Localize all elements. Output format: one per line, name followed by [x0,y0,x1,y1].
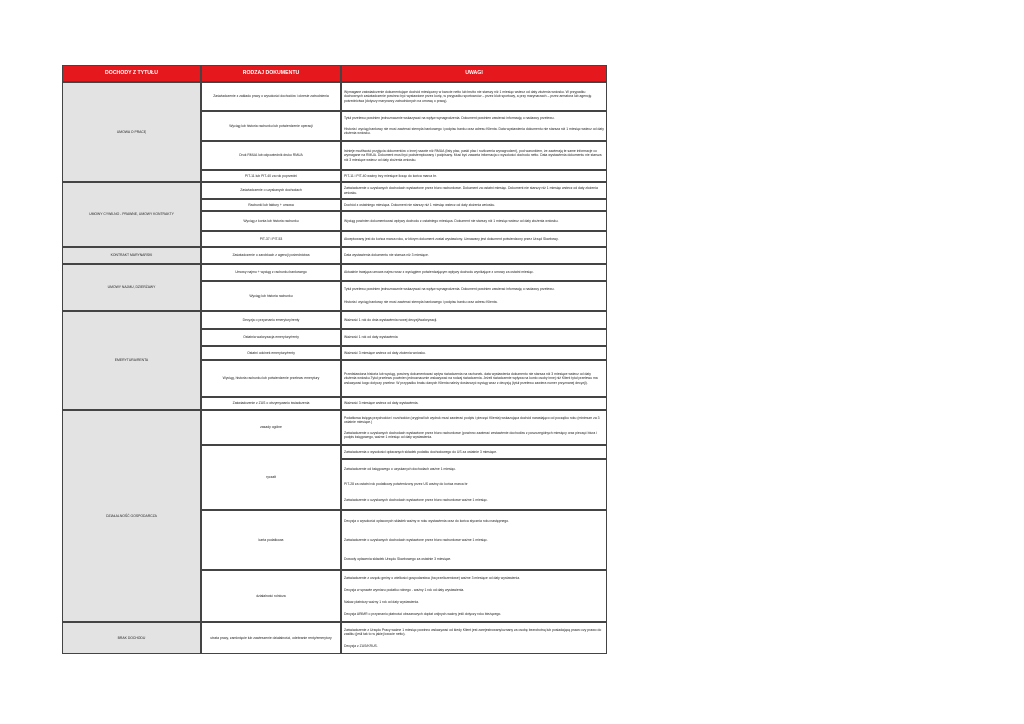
note-cell [341,199,607,211]
document-cell: Wyciąg lub historia rachunku lub potwierdzenie operacji [201,111,341,141]
document-cell: Zaświadczenie o uzyskanych dochodach [201,182,341,199]
note-cell [341,410,607,445]
note-cell [341,211,607,231]
document-cell: PIT-37 i PIT-53 [201,231,341,247]
note-text: Ważność 1 rok od daty wystawienia [344,335,398,340]
document-cell: Zaświadczenie o zarobkach z agencji pośrednictwa [201,247,341,264]
note-cell [341,445,607,459]
note-text: Ważność 1 rok do dnia wystawienia nowej decyzji/waloryzacji. [344,317,438,322]
document-cell: zasady ogólne [201,410,341,445]
note-text: Decyzja w sprawie wymiaru podatku rolnego - ważny 1 rok od daty wystawienia. [344,587,465,592]
document-cell: Decyzja o przyznaniu emerytury/renty [201,311,341,329]
note-cell [341,311,607,329]
category-cell: UMOWY NAJMU, DZIERŻAWY [62,264,201,311]
document-cell: ryczałt [201,445,341,510]
note-cell [341,570,607,622]
note-text: Dochód z ostatniego miesiąca. Dokument nie starszy niż 1 miesiąc wstecz od daty złożenia wniosku. [344,202,496,207]
note-text: Decyzja ARiMR o przyznaniu płatności obszarowych dopłat unijnych-ważny jeśli dotyczy roku bieżącego. [344,611,502,616]
note-text: Zaświadczenie o uzyskanych dochodach wystawione przez biuro rachunkowe (powinno zawierać zestawienie dochodów z poszczególnych miesięcy oraz pieczęć biura i podpis księgowego, ważne 1 miesiąc od daty wystawienia. [344,431,597,440]
document-cell: Wyciąg lub historia rachunku [201,281,341,311]
note-cell [341,182,607,199]
note-cell [341,281,607,311]
document-cell: Umowy najmu + wyciąg z rachunku bankowego [201,264,341,281]
note-text: Dowody opłacenia składek Urzędu Skarbowego za ostatnie 3 miesiące. [344,556,452,561]
note-text: Zaświadczenie z urzędu gminy o wielkości gospodarstwa (ha przeliczeniowe) ważne 3 miesiące od daty wystawienia. [344,575,521,580]
document-cell: Ostatnia waloryzacja emerytury/renty [201,329,341,346]
document-cell: Druk RMUA lub odpowiednik druku RMUA [201,141,341,170]
note-cell [341,111,607,141]
document-cell: PIT-11 lub PIT-40 za rok poprzedni [201,170,341,182]
note-cell [341,170,607,182]
category-cell: EMERYTURA/RENTA [62,311,201,410]
note-text: Aktualnie trwająca umowa najmu wraz z wyciągiem potwierdzającym wpływy dochodu wynikające z umowy za ostatni miesiąc. [344,270,534,275]
note-text: Zaświadczenie z Urzędu Pracy ważne 1 miesiąc powinno wskazywać od kiedy Klient jest zarejestrowany/uznany za osobę bezrobotną lub posiadającą prawo czy prawo do zasiłku (jeśli tak to w jakiej kwocie netto). [344,627,602,637]
document-cell: utrata pracy, zamknięcie lub zawieszenie działalności, odebranie renty/emerytury [201,622,341,654]
note-text: Zaświadczenie o uzyskanych dochodach wystawione przez biuro rachunkowe ważne 1 miesiąc. [344,498,488,503]
note-cell [341,510,607,570]
category-cell: KONTRAKT MARYNARSKI [62,247,201,264]
note-cell [341,346,607,360]
document-cell: Zaświadczenie z ZUS o otrzymywaniu świadczenia [201,397,341,410]
note-text: Wymagane zaświadczenie dokumentujące dochód miesięczny w kwocie netto lub brutto nie starszy niż 1 miesiąc wstecz od daty złożenia wniosku. W przypadku duchownych zaświadczenie powinno być wystawione przez kurię, w przypadku sportowców – przez klub sportowy, a przy marynarzach – przez armatora lub agencję pośrednictwa (dotyczy marynarzy zatrudnionych na umowę o pracę). [344,90,592,103]
note-text: Przedstawiona historia lub wyciąg, powinny dokumentować wpływ świadczenia na rachunek- data wystawienia dokumentu nie starsza niż 3 miesiące wstecz od daty złożenia wniosku.Tytuł przelewu powinien jednoznacznie wskazywać na rodzaj świadczenia. Jeżeli świadczenie wpływa na konto osoby innej niż Klient tytuł przelewu ma wskazywać kogo dotyczy przelew. W przypadku braku danych Klienta należy dostarczyć wyciąg wraz z decyzją (tytuł przelewu zawiera numer przyznanej decyzji). [344,372,598,385]
note-cell [341,247,607,264]
category-cell: BRAK DOCHODU [62,622,201,654]
document-cell: działalność rolnicza [201,570,341,622]
note-text: Zaświadczenia o wysokości opłacanych składek podatku dochodowego do US za ostatnie 3 miesiące. [344,449,498,454]
category-cell: UMOWY CYWILNO - PRAWNE, UMOWY KONTRAKTY [62,182,201,247]
note-text: Nakaz płatniczy ważny 1 rok od daty wystawienia. [344,599,420,604]
note-cell [341,459,607,510]
note-cell [341,622,607,654]
note-cell [341,141,607,170]
note-text: Podatkowa księga przychodów i rozchodów (oryginał lub wydruk musi zawierać podpis i pieczęć Klienta) wskazująca dochód narastająco od początku roku (minimum za 3 ostatnie miesiące.) [344,415,600,424]
note-text: PIT-11 i PIT-40 ważny trzy miesiące licząc do końca marca br. [344,173,437,178]
note-text: Decyzja o wysokości opłaconych składek ważny w roku wystawienia oraz do końca stycznia roku następnego. [344,519,510,524]
note-text: Decyzja z ZUS/KRUS. [344,643,378,648]
column-header-notes: UWAGI [341,65,607,82]
note-text: Zaświadczenie od księgowego o uzyskanych dochodach ważne 1 miesiąc. [344,466,456,471]
column-header-document: RODZAJ DOKUMENTU [201,65,341,82]
note-text: Tytuł przelewu powinien jednoznacznie wskazywać na wpływ wynagrodzenia. Dokument powinien zawierać informację o nadawcy przelewu. [344,287,555,292]
note-text: Historia i wyciąg bankowy nie musi zawierać stempla bankowego i podpisu banku oraz adresu Klienta. Data wystawienia dokumentu nie starsza niż 1 miesiąc wstecz od daty złożenia wniosku. [344,127,604,136]
document-cell: Wyciąg z konta lub historia rachunku [201,211,341,231]
category-cell: UMOWA O PRACĘ [62,82,201,182]
note-text: PIT-28 za ostatni rok podatkowy potwierdzony przez US ważny do końca marca br [344,482,468,487]
document-cell: Wyciąg, historia rachunku lub potwierdzenie przelewu emerytury [201,360,341,397]
column-header-income: DOCHODY Z TYTUŁU [62,65,201,82]
note-text: Wyciąg powinien dokumentować wpływy dochodu z ostatniego miesiąca. Dokument nie starszy niż 1 miesiąc wstecz od daty złożenia wniosku. [344,218,559,223]
document-cell: Ostatni odcinek emerytury/renty [201,346,341,360]
note-text: Ważność 3 miesiące wstecz od daty złożenia wniosku. [344,350,426,355]
note-text: Zaświadczenie o uzyskanych dochodach wystawione przez biuro rachunkowe. Dokument za ostatni miesiąc. Dokument nie starszy niż 1 miesiąc wstecz od daty złożenia wniosku. [344,186,598,195]
requirements-table [62,65,607,654]
note-cell [341,264,607,281]
category-cell: DZIAŁALNOŚĆ GOSPODARCZA [62,410,201,622]
note-cell [341,231,607,247]
document-cell: karta podatkowa [201,510,341,570]
note-text: Historia i wyciąg bankowy nie musi zawierać stempla bankowego i podpisu banku oraz adresu Klienta. [344,300,498,305]
note-text: Tytuł przelewu powinien jednoznacznie wskazywać na wpływ wynagrodzenia. Dokument powinien zawierać informację o nadawcy przelewu. [344,116,555,121]
note-cell [341,82,607,111]
note-text: Data wystawienia dokumentu nie starsza niż 3 miesiące. [344,253,429,258]
note-text: Ważność 3 miesiące wstecz od daty wystawienia. [344,401,419,406]
document-cell: Zaświadczenie z zakładu pracy o wysokości dochodów i okresie zatrudnienia [201,82,341,111]
note-text: Istnieje możliwość przyjęcia dokumentów o innej nazwie niż RMUA (listy płac, paski płac i rozliczenia wynagrodzeń), pod warunkiem, że zawierają te same informacje co wymagane na RMUA. Dokument musi być podstemplowany i podpisany. Musi być zawarta informacja o wysokości dochodu netto. Data wystawienia dokumentu nie starsza niż 3 miesiące wstecz od daty złożenia wniosku. [344,149,602,162]
document-cell: Rachunki lub faktury + umowa [201,199,341,211]
note-cell [341,329,607,346]
note-text: Akceptowany jest do końca marca roku, w którym dokument został wystawiony. Uznawany jest dokument potwierdzony przez Urząd Skarbowy. [344,236,559,241]
note-text: Zaświadczenie o uzyskanych dochodach wystawione przez biuro rachunkowe ważne 1 miesiąc. [344,537,488,542]
note-cell [341,360,607,397]
note-cell [341,397,607,410]
